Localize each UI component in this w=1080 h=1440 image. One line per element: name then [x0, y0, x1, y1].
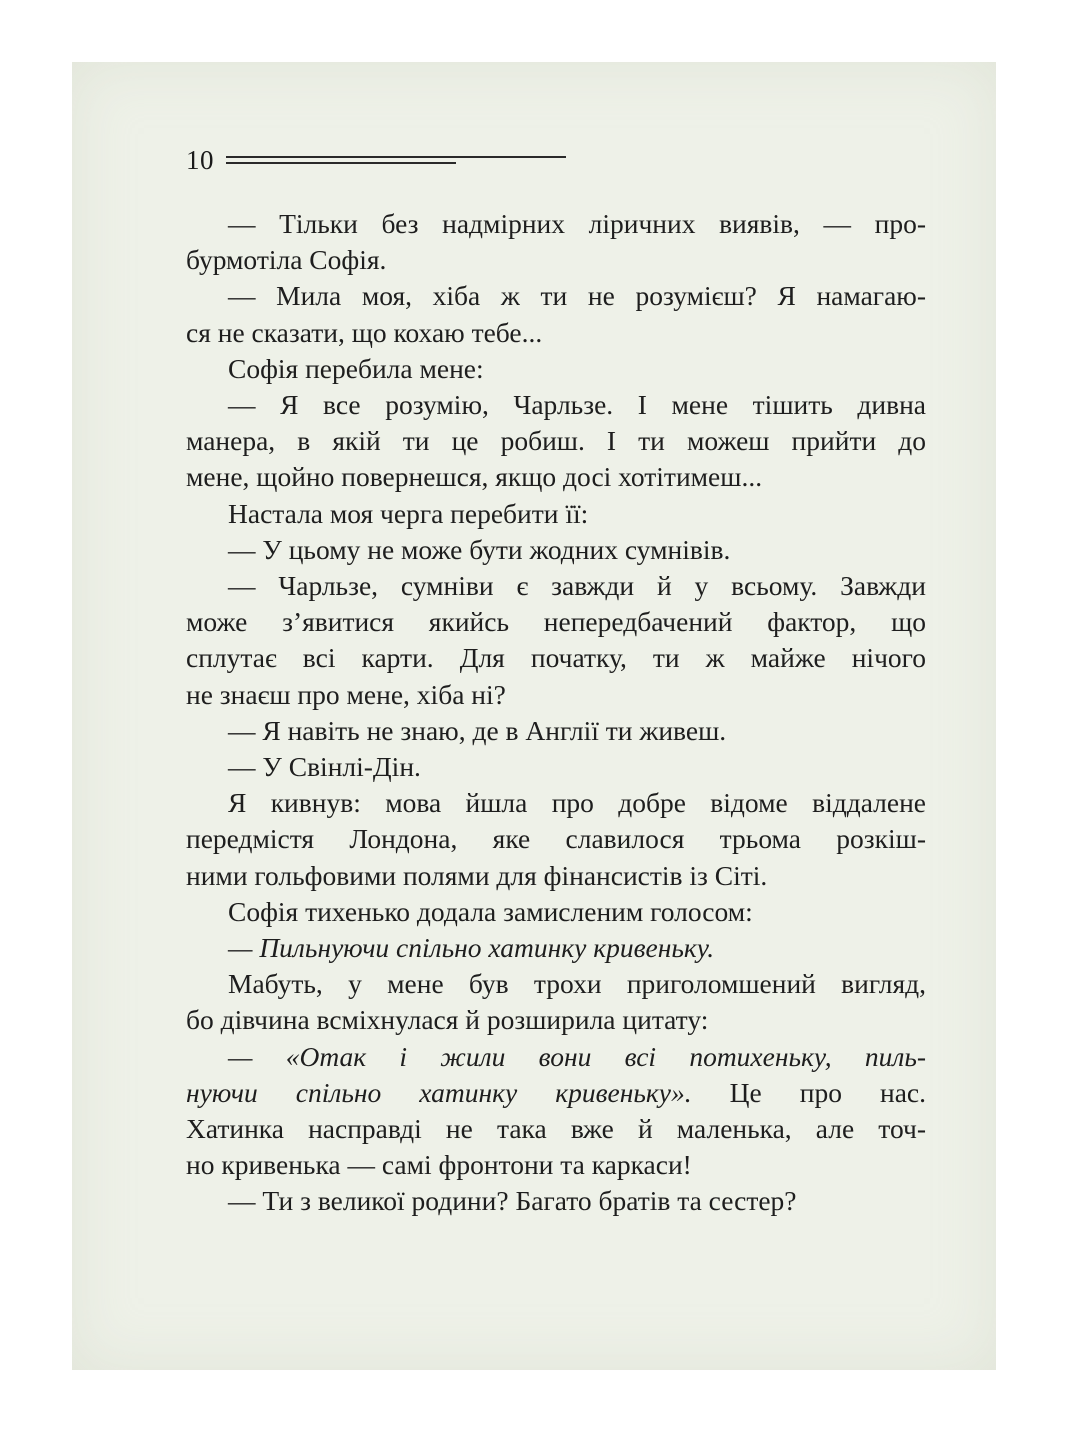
text-line: ся не сказати, що кохаю тебе... — [186, 316, 543, 348]
text-line: — Я навіть не знаю, де в Англії ти живеш. — [228, 714, 727, 746]
text-line: манера, в якій ти це робиш. І ти можеш прийти до — [186, 425, 926, 457]
text-line: — «Отак і жили вони всі потихеньку, пиль- — [228, 1040, 926, 1072]
text-line: — У Свінлі-Дін. — [228, 751, 421, 783]
text-line: сплутає всі карти. Для початку, ти ж майже нічого — [186, 642, 926, 674]
text-line: може з’явитися якийсь непередбачений фактор, що — [186, 606, 926, 638]
header-rule-line-top — [226, 156, 566, 158]
text-fragment: Це про нас. — [691, 1076, 926, 1108]
text-line: передмістя Лондона, яке славилося трьома розкіш- — [186, 823, 926, 855]
text-line: ними гольфовими полями для фінансистів із Сіті. — [186, 859, 768, 891]
text-line: Я кивнув: мова йшла про добре відоме віддалене — [228, 787, 926, 819]
text-line-mixed — [186, 1075, 926, 1111]
text-line: — Я все розумію, Чарльзе. І мене тішить дивна — [228, 389, 926, 421]
text-line: бо дівчина всміхнулася й розширила цитату: — [186, 1004, 709, 1036]
text-line: — Пильнуючи спільно хатинку кривеньку. — [228, 932, 715, 964]
text-line: Софія перебила мене: — [228, 352, 484, 384]
text-line: — У цьому не може бути жодних сумнівів. — [228, 533, 731, 565]
text-line: — Тільки без надмірних ліричних виявів, — про- — [228, 208, 926, 239]
header-rule — [226, 156, 566, 164]
text-line: мене, щойно повернешся, якщо досі хотітимеш... — [186, 461, 763, 493]
text-line: но кривенька — самі фронтони та каркаси! — [186, 1149, 692, 1181]
book-page — [72, 62, 996, 1370]
text-line: не знаєш про мене, хіба ні? — [186, 678, 506, 710]
text-line: — Чарльзе, сумніви є завжди й у всьому. Завжди — [228, 570, 926, 602]
text-line: бурмотіла Софія. — [186, 244, 387, 276]
text-line: Настала моя черга перебити її: — [228, 497, 589, 529]
text-line: Хатинка насправді не така вже й маленька, але точ- — [186, 1113, 926, 1145]
body-text — [186, 206, 926, 1220]
page-header — [186, 140, 566, 180]
text-line: Мабуть, у мене був трохи приголомшений вигляд, — [228, 968, 926, 1000]
header-rule-line-bottom — [226, 162, 456, 164]
text-line: Софія тихенько додала замисленим голосом: — [228, 895, 753, 927]
text-line: — Мила моя, хіба ж ти не розумієш? Я намагаю- — [228, 280, 926, 312]
text-line: — Ти з великої родини? Багато братів та сестер? — [228, 1185, 797, 1217]
quote-fragment: нуючи спільно хатинку кривеньку». — [186, 1076, 692, 1108]
page-number: 10 — [186, 144, 214, 175]
